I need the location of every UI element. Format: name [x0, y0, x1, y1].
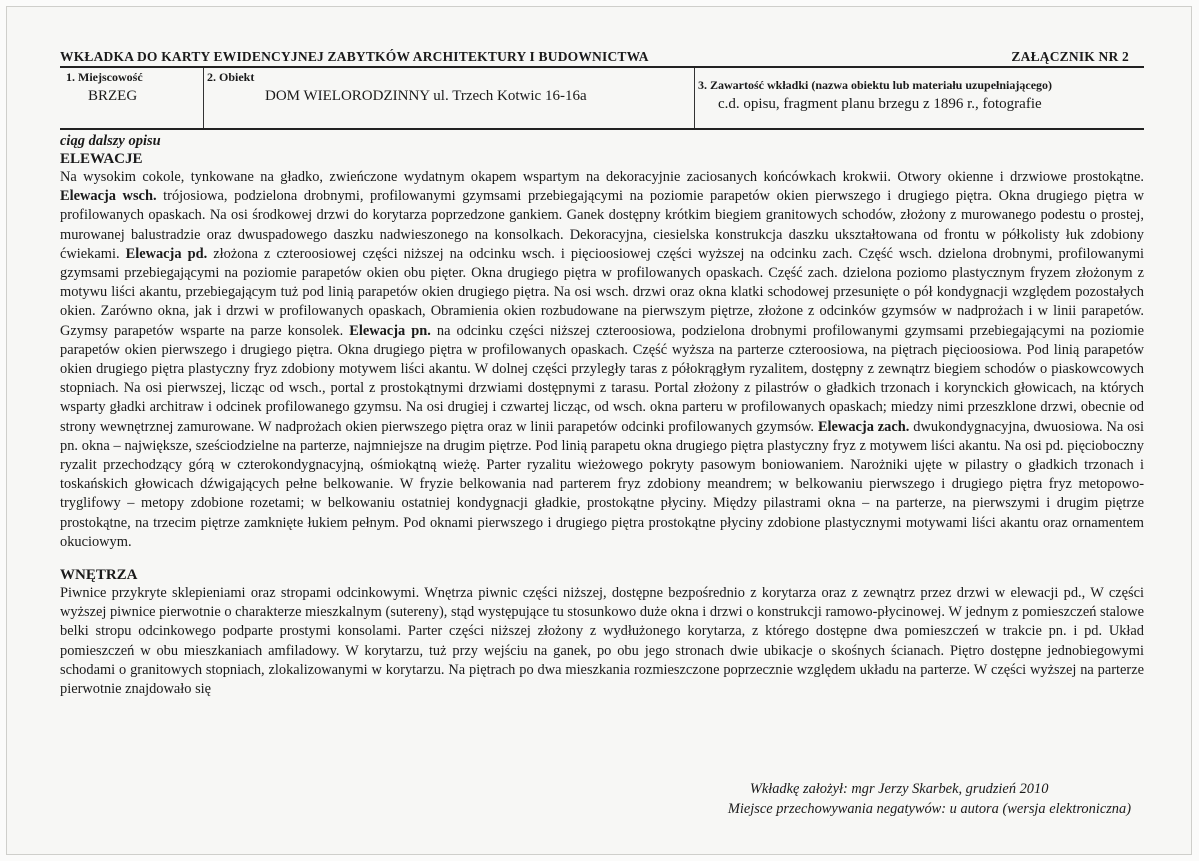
elevations-text-5: dwukondygnacyjna, dwuosiowa. Na osi pn. okna – największe, sześciodzielne na parterze, najmniejsze na drugim piętrze. Pod linią parapetu okna drugiego piętra plastyczny fryz z motywem liści akantu. Na osi pd. pięcioboczny ryzalit przechodzący górą w czterokondygnacyjną, ośmiokątną wieżę. Parter ryzalitu wieżowego pokryty pasowym boniowaniem. Narożniki ujęte w pilastry o gładkich trzonach i toskańskich głowicach dźwigających pełne belkowanie. W fryzie belkowania nad parterem fryz zdobiony meandrem; w belkowaniu pierwszego i drugiego piętra fryz metopowo-tryglifowy – metopy zdobione rozetami; w belkowaniu ostatniej kondygnacji gładkie, prostokątne płyciny. Między pilastrami okna – na parterze, na pierwszymi i drugim piętrze prostokątne, na trzecim piętrze zamknięte łukiem pełnym. Pod oknami pierwszego i drugiego piętra prostokątne płyciny zdobione plastycznymi motywami liści akantu oraz ornamentem okuciowym. — [60, 418, 1144, 550]
author-line: Wkładkę założył: mgr Jerzy Skarbek, grudzień 2010 — [749, 781, 1049, 797]
elevations-paragraph — [60, 168, 1144, 552]
document-header — [60, 49, 1129, 65]
elevations-text-1: Na wysokim cokole, tynkowane na gładko, zwieńczone wydatnym okapem wspartym na dekoracyjnie zaciosanych końcówkach krokwii. Otwory okienne i drzwiowe prostokątne. — [60, 169, 1144, 185]
field-divider-2 — [694, 68, 695, 128]
object-field — [207, 70, 587, 105]
field-divider-1 — [203, 68, 204, 128]
section-gap — [60, 552, 1144, 566]
document-body — [60, 133, 1144, 699]
elevation-south-label: Elewacja pd. — [125, 245, 208, 262]
contents-value: c.d. opisu, fragment planu brzegu z 1896 r., fotografie — [718, 96, 1042, 112]
object-label: 2. Obiekt — [207, 70, 255, 84]
elevations-text-2: trójosiowa, podzielona drobnymi, profilowanymi gzymsami przebiegającymi na poziomie parapetów okien pierwszego i drugiego piętra. Okna drugiego piętra w profilowanych opaskach. Na osi środkowej drzwi do korytarza poprzedzone gankiem. Ganek dostępny krótkim biegiem granitowych schodów, złożony z murowanego podestu o prostej, murowanej balustradzie oraz dwuspadowego daszku nadwieszonego na konsolkach. Dekoracyjna, ciesielska konstrukcja daszku ukształtowana od frontu w półkolisty łuk zdobiony ćwiekami. — [60, 188, 1144, 262]
continued-label: ciąg dalszy opisu — [60, 133, 161, 149]
elevation-west-label: Elewacja zach. — [817, 418, 910, 435]
annex-number: ZAŁĄCZNIK NR 2 — [1011, 49, 1129, 64]
elevations-text-4: na odcinku części niższej czteroosiowa, podzielona drobnymi profilowanymi gzymsami przebiegającymi na poziomie parapetów okien pierwszego i drugiego piętra. Okna drugiego piętra w profilowanych opaskach. Część wyższa na parterze czteroosiowa, na piętrach pięcioosiowa. Pod linią parapetów okien drugiego piętra plastyczny fryz zdobiony motywem liści akantu. W dolnej części przyległy taras z półokrągłym ryzalitem, dostępny z zewnątrz biegiem schodów o piaskowcowych stopniach. Na osi pierwszej, licząc od wsch., portal z prostokątnymi drzwiami dostępnymi z tarasu. Portal złożony z pilastrów o gładkich trzonach i korynckich głowicach, na których wsparty gładki architraw i odcinek profilowanego gzymsu. Na osi drugiej i czwartej licząc, od wsch. okna parteru w profilowanych opaskach; miedzy nimi przeszklone drzwi, obecnie od strony wewnętrznej zamurowane. W nadprożach okien pierwszego piętra oraz w linii parapetów odcinki profilowanych gzymsów. — [60, 322, 1144, 435]
document-footer — [728, 779, 1131, 819]
object-value: DOM WIELORODZINNY ul. Trzech Kotwic 16-16a — [265, 88, 587, 104]
locality-value: BRZEG — [88, 88, 138, 104]
elevation-north-label: Elewacja pn. — [349, 322, 431, 339]
contents-field — [698, 78, 1052, 113]
header-top-rule — [60, 66, 1144, 68]
elevation-east-label: Elewacja wsch. — [60, 188, 157, 205]
section-heading-interiors: WNĘTRZA — [60, 567, 138, 584]
interiors-paragraph: Piwnice przykryte sklepieniami oraz stropami odcinkowymi. Wnętrza piwnic części niższej, dostępne bezpośrednio z korytarza oraz z zewnątrz przez drzwi w elewacji pd., W części wyższej piwnice pierwotnie o charakterze mieszkalnym (sutereny), stąd występujące tu stosunkowo duże okna i drzwi o konstrukcji ramowo-płycinowej. W jednym z pomieszczeń stalowe belki stropu odcinkowego podparte prostymi konsolami. Parter części niższej złożony z wydłużonego korytarza, z którego dostępne dwa pomieszczeń w trakcie pn. i pd. Układ pomieszczeń w obu mieszkaniach amfiladowy. W korytarzu, tuż przy wejściu na ganek, po obu jego stronach dwie ubikacje o skośnych ścianach. Piętro dostępne jednobiegowymi schodami o granitowych stopniach, zlokalizowanymi w korytarzu. Na piętrach po dwa mieszkania rozmieszczone poprzecznie względem układu na parterze. W części wyższej na parterze pierwotnie znajdowało się — [60, 585, 1144, 698]
document-title: WKŁADKA DO KARTY EWIDENCYJNEJ ZABYTKÓW ARCHITEKTURY I BUDOWNICTWA — [60, 49, 649, 64]
contents-label: 3. Zawartość wkładki (nazwa obiektu lub materiału uzupełniającego) — [698, 78, 1053, 92]
section-heading-elevations: ELEWACJE — [60, 151, 143, 167]
locality-label: 1. Miejscowość — [66, 70, 143, 84]
locality-field — [66, 70, 143, 105]
header-bottom-rule — [60, 128, 1144, 130]
elevations-text-3: złożona z czteroosiowej części niższej na odcinku wsch. i pięcioosiowej części wyższej na odcinku zach. Część wsch. dzielona drobnymi, profilowanymi gzymsami przebiegającymi na poziomie parapetów okien obu pięter. Okna drugiego piętra w profilowanych opaskach. Część zach. dzielona poziomo plastycznym fryzem złożonym z motywu liści akantu, przebiegającym tuż pod linią parapetów okien drugiego piętra. Na osi wsch. drzwi oraz okna klatki schodowej przesunięte o pół kondygnacji względem pozostałych okien. Zarówno okna, jak i drzwi w profilowanych opaskach, Obramienia okien rozbudowane na pierwszym piętrze, złożone z odcinków gzymsów w nadprożach i w linii parapetów. Gzymsy parapetów wsparte na parze konsolek. — [60, 245, 1145, 339]
storage-line: Miejsce przechowywania negatywów: u autora (wersja elektroniczna) — [727, 801, 1131, 817]
